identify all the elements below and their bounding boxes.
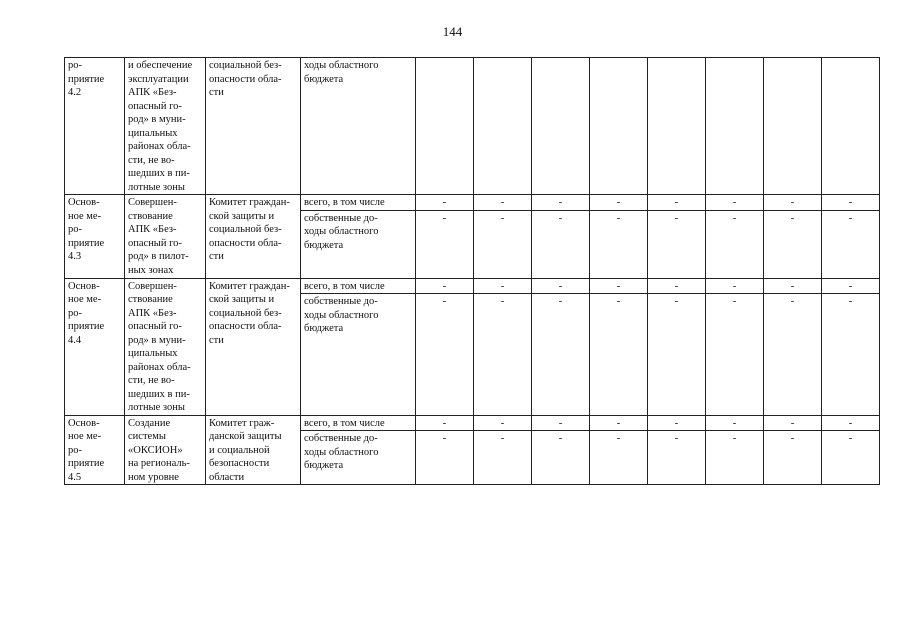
value-cell: - (532, 294, 590, 415)
measure-cell: Основ- ное ме- ро- приятие 4.3 (65, 195, 125, 279)
value-cell: - (590, 415, 648, 431)
source-total-cell: всего, в том числе (301, 278, 416, 294)
value-cell: - (416, 294, 474, 415)
value-cell: - (706, 294, 764, 415)
measure-name-cell: Создание системы «ОКСИОН» на региональ- ном уровне (125, 415, 206, 485)
value-cell (532, 58, 590, 195)
value-cell (590, 58, 648, 195)
source-cell: ходы областного бюджета (301, 58, 416, 195)
source-own-cell: собственные до- ходы областного бюджета (301, 294, 416, 415)
value-cell: - (474, 415, 532, 431)
measure-cell: Основ- ное ме- ро- приятие 4.5 (65, 415, 125, 485)
value-cell: - (474, 294, 532, 415)
table-row (65, 278, 880, 294)
measure-name-cell: Совершен- ствование АПК «Без- опасный го- род» в муни- ципальных районах обла- сти, не во- шедших в пи- лотные зоны (125, 278, 206, 415)
value-cell: - (764, 415, 822, 431)
value-cell: - (474, 210, 532, 278)
value-cell (416, 58, 474, 195)
value-cell: - (474, 195, 532, 211)
value-cell: - (416, 431, 474, 485)
value-cell: - (706, 278, 764, 294)
value-cell: - (764, 278, 822, 294)
executor-cell: Комитет граждан- ской защиты и социальной без- опасности обла- сти (206, 195, 301, 279)
value-cell: - (416, 278, 474, 294)
table-row (65, 58, 880, 195)
value-cell: - (532, 278, 590, 294)
value-cell: - (648, 294, 706, 415)
value-cell (764, 58, 822, 195)
value-cell: - (764, 210, 822, 278)
table-row (65, 415, 880, 431)
value-cell: - (822, 195, 880, 211)
value-cell: - (822, 415, 880, 431)
value-cell (474, 58, 532, 195)
value-cell: - (590, 195, 648, 211)
executor-cell: Комитет граж- данской защиты и социальной безопасности области (206, 415, 301, 485)
value-cell: - (590, 210, 648, 278)
source-total-cell: всего, в том числе (301, 415, 416, 431)
value-cell: - (648, 210, 706, 278)
value-cell: - (706, 210, 764, 278)
executor-cell: Комитет граждан- ской защиты и социальной без- опасности обла- сти (206, 278, 301, 415)
value-cell: - (764, 431, 822, 485)
value-cell: - (822, 210, 880, 278)
page-number: 144 (442, 24, 463, 39)
measure-cell: ро- приятие 4.2 (65, 58, 125, 195)
source-own-cell: собственные до- ходы областного бюджета (301, 210, 416, 278)
value-cell: - (532, 210, 590, 278)
value-cell: - (416, 195, 474, 211)
value-cell (706, 58, 764, 195)
value-cell: - (706, 431, 764, 485)
measure-name-cell: и обеспечение эксплуатации АПК «Без- опасный го- род» в муни- ципальных районах обла- сти, не во- шедших в пи- лотные зоны (125, 58, 206, 195)
value-cell: - (590, 431, 648, 485)
measure-cell: Основ- ное ме- ро- приятие 4.4 (65, 278, 125, 415)
value-cell: - (648, 195, 706, 211)
source-own-cell: собственные до- ходы областного бюджета (301, 431, 416, 485)
value-cell (822, 58, 880, 195)
value-cell: - (590, 294, 648, 415)
value-cell: - (706, 415, 764, 431)
value-cell: - (532, 415, 590, 431)
value-cell: - (532, 431, 590, 485)
executor-cell: социальной без- опасности обла- сти (206, 58, 301, 195)
value-cell: - (822, 294, 880, 415)
value-cell: - (474, 431, 532, 485)
value-cell: - (706, 195, 764, 211)
value-cell: - (822, 431, 880, 485)
value-cell: - (764, 195, 822, 211)
value-cell: - (474, 278, 532, 294)
source-total-cell: всего, в том числе (301, 195, 416, 211)
value-cell: - (648, 431, 706, 485)
budget-table (64, 57, 880, 485)
value-cell: - (590, 278, 648, 294)
value-cell: - (822, 278, 880, 294)
value-cell: - (764, 294, 822, 415)
value-cell: - (648, 278, 706, 294)
table-row (65, 195, 880, 211)
value-cell: - (416, 415, 474, 431)
value-cell: - (416, 210, 474, 278)
value-cell: - (648, 415, 706, 431)
value-cell (648, 58, 706, 195)
measure-name-cell: Совершен- ствование АПК «Без- опасный го- род» в пилот- ных зонах (125, 195, 206, 279)
value-cell: - (532, 195, 590, 211)
